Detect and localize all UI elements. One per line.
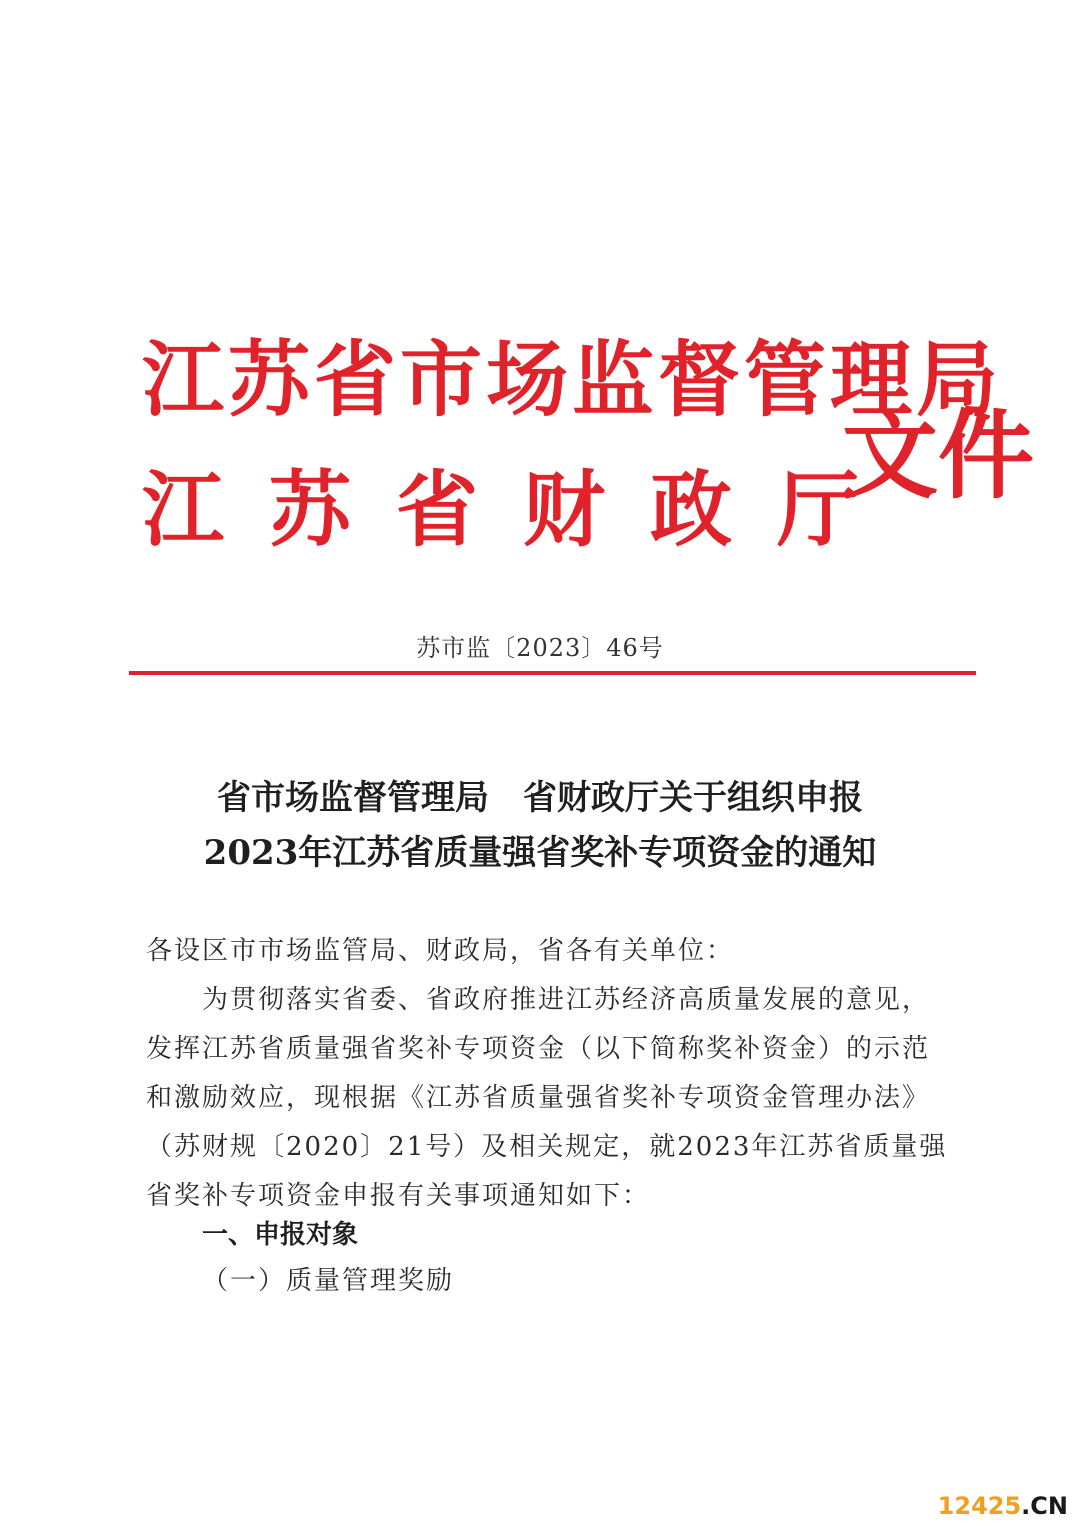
document-number: 苏市监〔2023〕46号: [416, 634, 664, 662]
watermark-number: 12425: [937, 1492, 1022, 1520]
salutation: 各设区市市场监管局、财政局，省各有关单位：: [146, 936, 735, 966]
issuer-line-finance: 江苏省财政厅: [142, 463, 905, 558]
red-divider-rule: [129, 671, 976, 675]
paragraph-line: 为贯彻落实省委、省政府推进江苏经济高质量发展的意见，: [146, 985, 931, 1015]
paragraph-line: 发挥江苏省质量强省奖补专项资金（以下简称奖补资金）的示范: [146, 1034, 931, 1064]
notice-title-line-1: 省市场监督管理局 省财政厅关于组织申报: [217, 778, 863, 818]
site-watermark: [938, 1494, 1068, 1518]
paragraph-line: 和激励效应，现根据《江苏省质量强省奖补专项资金管理办法》: [146, 1083, 931, 1113]
notice-title-line-2: 2023年江苏省质量强省奖补专项资金的通知: [203, 833, 877, 873]
paragraph-line: （苏财规〔2020〕21号）及相关规定，就2023年江苏省质量强: [146, 1132, 948, 1162]
issuer-line-market-regulation: 江苏省市场监督管理局: [142, 333, 1003, 428]
issuer-suffix-document: 文件: [842, 400, 1034, 512]
subsection-heading: （一）质量管理奖励: [202, 1266, 455, 1296]
paragraph-line: 省奖补专项资金申报有关事项通知如下：: [146, 1181, 651, 1211]
section-heading: 一、申报对象: [202, 1220, 359, 1250]
watermark-domain: .CN: [1021, 1492, 1068, 1520]
